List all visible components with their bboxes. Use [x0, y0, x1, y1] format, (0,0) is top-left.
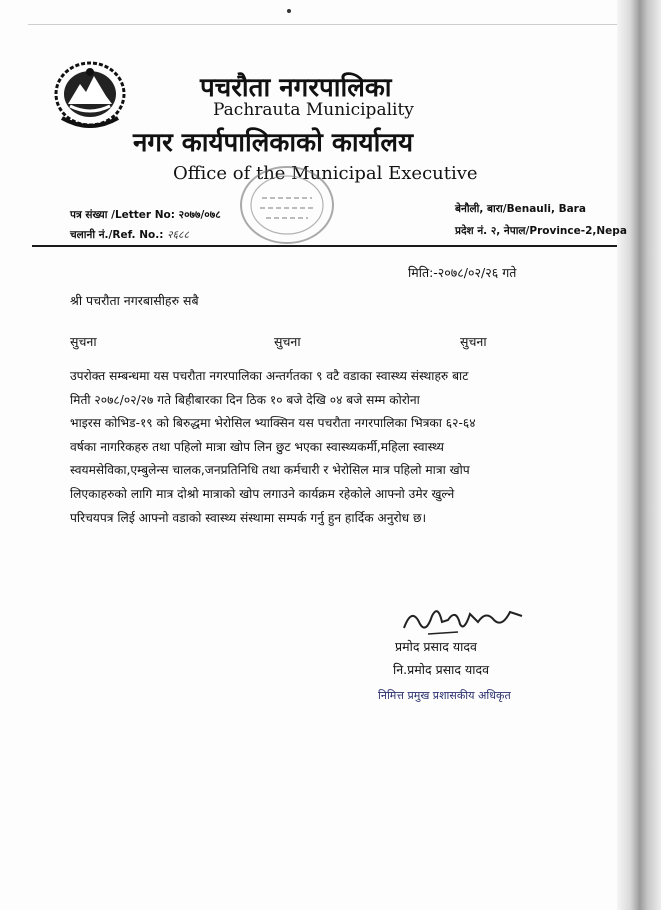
body-line: भाइरस कोभिड-१९ को बिरुद्धमा भेरोसिल भ्याक्सिन यस पचरौता नगरपालिका भित्रका ६२-६४ [70, 416, 476, 431]
notice-heading-left: सुचना [70, 334, 97, 349]
office-name-english: Office of the Municipal Executive [173, 163, 478, 184]
top-edge-line [28, 24, 618, 25]
reference-number-value: २६८८ [167, 229, 189, 241]
scan-right-edge [617, 0, 661, 910]
body-line: परिचयपत्र लिई आफ्नो वडाको स्वास्थ्य संस्थामा सम्पर्क गर्नु हुन हार्दिक अनुरोध छ। [70, 510, 427, 525]
letter-number [70, 208, 221, 222]
municipality-name-nepali: पचरौता नगरपालिका [200, 73, 392, 103]
body-line: उपरोक्त सम्बन्धमा यस पचरौता नगरपालिका अन्तर्गतका ९ वटै वडाका स्वास्थ्य संस्थाहरु बाट [70, 369, 469, 383]
address-line-2: प्रदेश नं. २, नेपाल/Province-2,Nepa [455, 225, 627, 237]
body-line: स्वयमसेविका,एम्बुलेन्स चालक,जनप्रतिनिधि तथा कर्मचारी र भेरोसिल मात्र पहिलो मात्रा खोप [70, 463, 470, 478]
address-line-1: बेनौली, बारा/Benauli, Bara [455, 203, 586, 215]
notice-heading-right: सुचना [460, 334, 487, 349]
letter-number-label: पत्र संख्या /Letter No: [70, 209, 175, 221]
designation-stamp: निमित्त प्रमुख प्रशासकीय अधिकृत [378, 689, 511, 702]
office-name-nepali: नगर कार्यपालिकाको कार्यालय [133, 128, 414, 158]
scan-speck [287, 9, 291, 13]
body-line: वर्षका नागरिकहरु तथा पहिलो मात्रा खोप लिन छुट भएका स्वास्थ्यकर्मी,महिला स्वास्थ्य [70, 439, 444, 454]
reference-number-label: चलानी नं./Ref. No.: [70, 229, 164, 241]
office-seal-stamp-icon [232, 160, 342, 250]
signatory-name: प्रमोद प्रसाद यादव [395, 639, 477, 654]
notice-heading-center: सुचना [274, 334, 301, 349]
body-line: मिती २०७८/०२/२७ गते बिहीबारका दिन ठिक १० बजे देखि ०४ बजे सम्म कोरोना [70, 392, 420, 407]
municipality-name-english: Pachrauta Municipality [213, 100, 414, 120]
body-line: लिएकाहरुको लागि मात्र दोश्रो मात्राको खोप लगाउने कार्यक्रम रहेकोले आफ्नो उमेर खुल्ने [70, 486, 455, 501]
signatory-title: नि.प्रमोद प्रसाद यादव [393, 662, 490, 677]
letter-number-value: २०७७/०७८ [178, 209, 221, 221]
handwritten-signature-icon [398, 598, 528, 640]
recipient: श्री पचरौता नगरबासीहरु सबै [70, 293, 199, 308]
header-divider [32, 245, 617, 247]
notice-body [70, 365, 558, 530]
reference-number [70, 228, 189, 242]
municipality-emblem-icon [52, 58, 128, 128]
letter-date: मिति:-२०७८/०२/२६ गते [408, 265, 517, 280]
